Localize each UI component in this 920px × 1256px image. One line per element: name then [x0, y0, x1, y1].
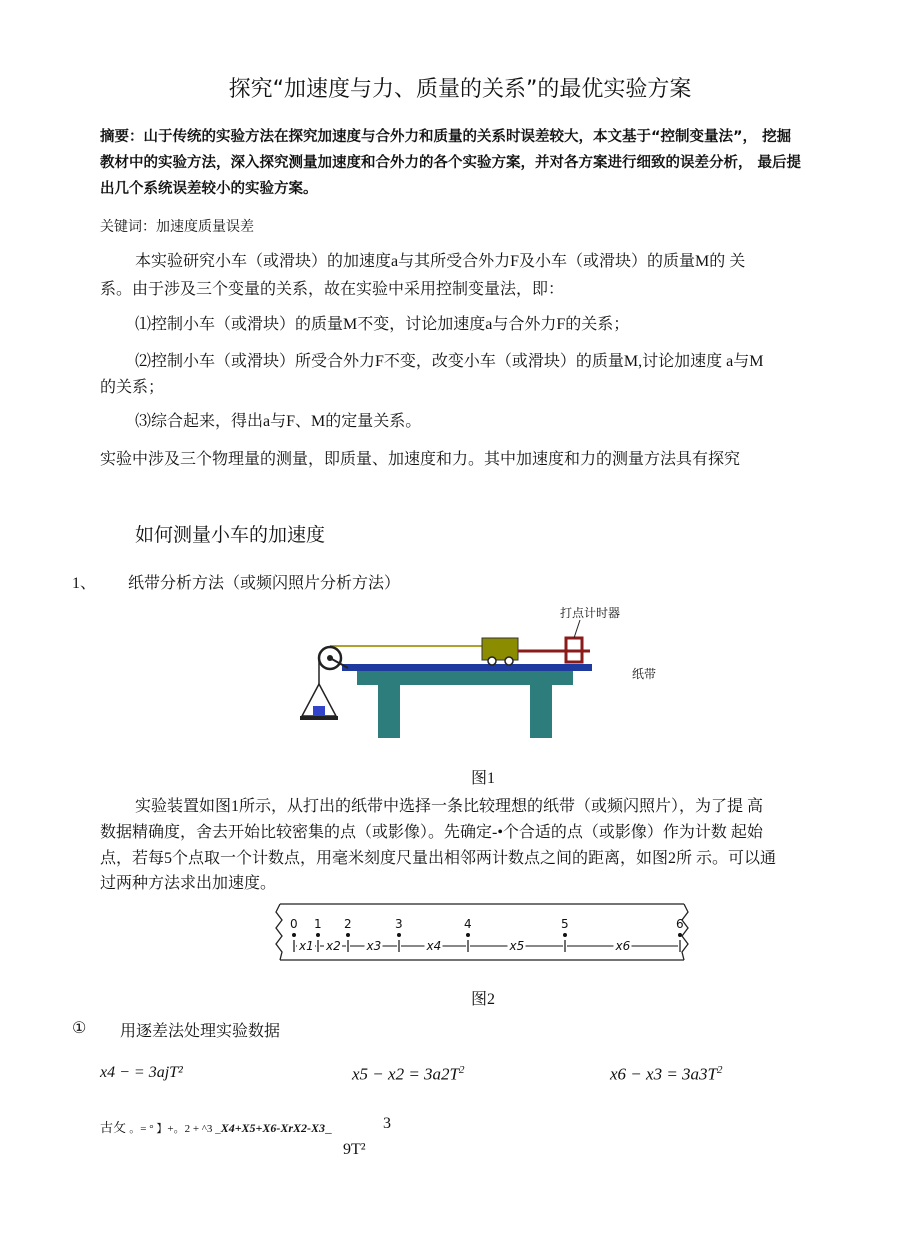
- section-heading: 如何测量小车的加速度: [135, 524, 326, 546]
- equation-3: [610, 1064, 723, 1085]
- abstract-line-3: 出几个系统误差较小的实验方案。: [100, 181, 318, 197]
- intro-item-1: ⑴控制小车（或滑块）的质量M不变，讨论加速度a与合外力F的关系；: [135, 316, 630, 333]
- average-tail: _: [325, 1120, 332, 1135]
- tape-point-label: 5: [561, 917, 569, 931]
- tape-segment-label: x4: [426, 939, 442, 953]
- intro-line-2: 系。由于涉及三个变量的关系，故在实验中采用控制变量法，即：: [100, 281, 565, 298]
- abstract-line-1: 山于传统的实验方法在探究加速度与合外力和质量的关系时误差较大，本文基于“控制变量法”， 挖掘: [143, 129, 792, 145]
- tape-point-label: 6: [676, 917, 684, 931]
- tape-dot: [678, 933, 682, 937]
- table-leg-left: [378, 684, 400, 738]
- table-top: [357, 671, 573, 685]
- average-middle: 。= ° 】+。2 + ^3 _: [129, 1123, 221, 1135]
- method-a-number: ①: [72, 1020, 87, 1037]
- fig1-para-line-1: 实验装置如图1所示，从打出的纸带中选择一条比较理想的纸带（或频闪照片），为了提 高: [135, 798, 764, 815]
- average-prefix: 古攵: [100, 1121, 127, 1136]
- tape-segment-label: x2: [326, 939, 341, 953]
- intro-item-2: ⑵控制小车（或滑块）所受合外力F不变，改变小车（或滑块）的质量M,讨论加速度 a与M: [135, 353, 764, 370]
- table-leg-right: [530, 684, 552, 738]
- pulley: [319, 647, 348, 669]
- intro-line-1: 本实验研究小车（或滑块）的加速度a与其所受合外力F及小车（或滑块）的质量M的 关: [135, 253, 746, 270]
- keywords-label: 关键词：: [100, 219, 156, 235]
- tape-dot: [292, 933, 296, 937]
- cart-body: [482, 638, 518, 660]
- equation-2-body: x5 − x2 = 3a2T: [352, 1064, 459, 1084]
- keywords-text: 加速度质量误差: [156, 219, 254, 235]
- tape-segment-label: x6: [615, 939, 631, 953]
- page-title: 探究“加速度与力、质量的关系”的最优实验方案: [228, 77, 692, 102]
- tape-segment-label: x5: [509, 939, 525, 953]
- tape-point-label: 3: [395, 917, 403, 931]
- tape-point-label: 1: [314, 917, 322, 931]
- weight-block: [313, 706, 325, 716]
- average-number: 3: [383, 1115, 391, 1132]
- cart: [482, 638, 518, 665]
- abstract-line-2: 教材中的实验方法，深入探究测量加速度和合外力的各个实验方案，并对各方案进行细致的误差分析， 最后提: [100, 155, 802, 171]
- method-1-number: 1、: [72, 575, 97, 592]
- figure-2-tape: [272, 898, 702, 970]
- tape-segment-label: x1: [299, 939, 314, 953]
- average-denominator: 9T²: [343, 1141, 366, 1158]
- tape-point-label: 0: [290, 917, 298, 931]
- tape-dot: [563, 933, 567, 937]
- intro-line-3: 实验中涉及三个物理量的测量，即质量、加速度和力。其中加速度和力的测量方法具有探究: [100, 451, 741, 468]
- tape-dot: [316, 933, 320, 937]
- figure-1-caption: 图1: [471, 770, 496, 787]
- intro-item-3: ⑶综合起来，得出a与F、M的定量关系。: [135, 413, 422, 430]
- timer-label: 打点计时器: [560, 606, 621, 620]
- keywords: [100, 216, 254, 236]
- abstract: [100, 124, 848, 150]
- tape-point-label: 2: [344, 917, 352, 931]
- track: [342, 664, 592, 671]
- fig1-para-line-4: 过两种方法求出加速度。: [100, 875, 277, 892]
- abstract-label: 摘要：: [100, 129, 144, 145]
- figure-2-caption: 图2: [471, 991, 496, 1008]
- tape-segment-label: x3: [366, 939, 382, 953]
- method-a-title: 用逐差法处理实验数据: [120, 1023, 281, 1040]
- average-formula: [100, 1117, 332, 1136]
- average-expression: X4+X5+X6-XrX2-X3: [220, 1121, 326, 1135]
- fig1-para-line-2: 数据精确度，舍去开始比较密集的点（或影像）。先确定-•个合适的点（或影像）作为计数 起始: [100, 824, 763, 841]
- equation-1: x4 − = 3ajT²: [100, 1064, 183, 1081]
- tape-dot: [397, 933, 401, 937]
- fig1-para-line-3: 点，若每5个点取一个计数点，用毫米刻度尺量出相邻两计数点之间的距离，如图2所 示。可以通: [100, 850, 777, 867]
- tape-label: 纸带: [632, 667, 657, 681]
- figure-1-apparatus: [290, 598, 680, 748]
- ticker-timer: [566, 620, 582, 662]
- intro-item-2-cont: 的关系；: [100, 379, 165, 396]
- equation-3-body: x6 − x3 = 3a3T: [610, 1064, 717, 1084]
- tape-point-label: 4: [464, 917, 472, 931]
- equation-2: [352, 1064, 465, 1085]
- tape-dot: [466, 933, 470, 937]
- equation-3-exponent: 2: [717, 1064, 723, 1076]
- equation-2-exponent: 2: [459, 1064, 465, 1076]
- method-1-title: 纸带分析方法（或频闪照片分析方法）: [128, 575, 401, 592]
- tape-dot: [346, 933, 350, 937]
